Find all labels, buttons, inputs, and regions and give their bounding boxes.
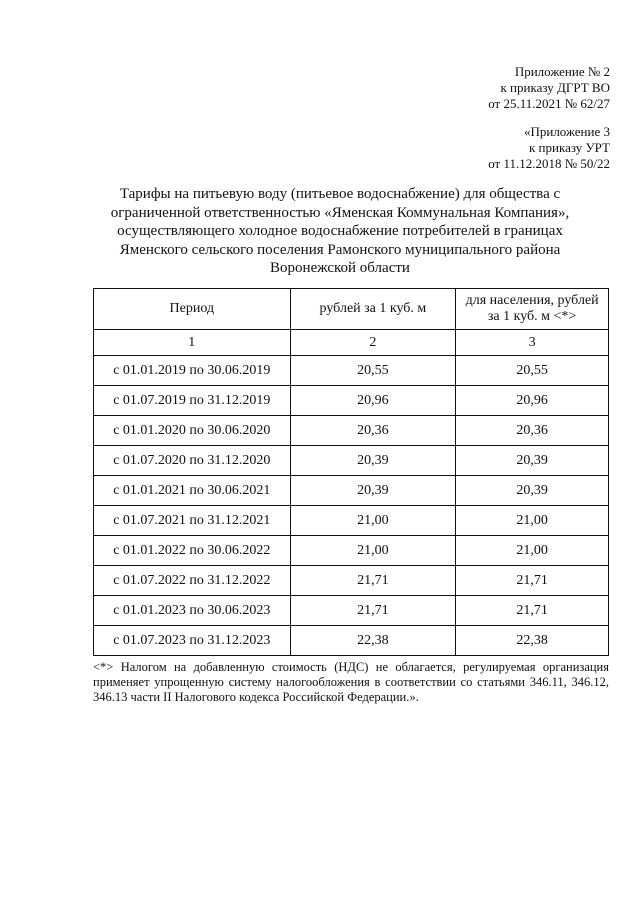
tariff-cell: 21,71 xyxy=(290,566,456,596)
appendix-number: Приложение № 2 xyxy=(514,64,610,79)
title-line: Тарифы на питьевую воду (питьевое водоснабжение) для общества с xyxy=(119,186,561,202)
header-period: Период xyxy=(94,289,291,330)
table-row xyxy=(94,566,609,596)
appendix-order-issuer: к приказу ДГРТ ВО xyxy=(500,80,610,95)
table-row xyxy=(94,416,609,446)
table-row xyxy=(94,446,609,476)
title-line: Воронежской области xyxy=(270,260,410,276)
column-number: 1 xyxy=(94,330,291,356)
population-tariff-cell: 21,71 xyxy=(456,596,609,626)
tariff-cell: 21,71 xyxy=(290,596,456,626)
population-tariff-cell: 21,71 xyxy=(456,566,609,596)
column-number-row xyxy=(94,330,609,356)
tariff-cell: 20,39 xyxy=(290,476,456,506)
tariff-table xyxy=(93,288,609,656)
period-cell: с 01.01.2023 по 30.06.2023 xyxy=(94,596,291,626)
tariff-cell: 20,39 xyxy=(290,446,456,476)
population-tariff-cell: 20,36 xyxy=(456,416,609,446)
tariff-cell: 20,55 xyxy=(290,356,456,386)
title-line: осуществляющего холодное водоснабжение потребителей в границах xyxy=(117,223,563,239)
period-cell: с 01.01.2019 по 30.06.2019 xyxy=(94,356,291,386)
document-title xyxy=(80,185,600,278)
table-row xyxy=(94,506,609,536)
appendix-order-date: от 11.12.2018 № 50/22 xyxy=(488,156,610,171)
table-row xyxy=(94,626,609,656)
population-tariff-cell: 21,00 xyxy=(456,536,609,566)
appendix-order-date: от 25.11.2021 № 62/27 xyxy=(488,96,610,111)
period-cell: с 01.07.2019 по 31.12.2019 xyxy=(94,386,291,416)
table-header-row xyxy=(94,289,609,330)
population-tariff-cell: 22,38 xyxy=(456,626,609,656)
header-population-line1: для населения, рублей xyxy=(465,293,599,308)
table-row xyxy=(94,536,609,566)
title-line: Яменского сельского поселения Рамонского муниципального района xyxy=(119,241,561,258)
table-row xyxy=(94,596,609,626)
column-number: 3 xyxy=(456,330,609,356)
population-tariff-cell: 21,00 xyxy=(456,506,609,536)
appendix-number: «Приложение 3 xyxy=(523,124,610,139)
column-number: 2 xyxy=(290,330,456,356)
period-cell: с 01.07.2023 по 31.12.2023 xyxy=(94,626,291,656)
header-population xyxy=(456,289,609,330)
table-row xyxy=(94,476,609,506)
appendix-order-issuer: к приказу УРТ xyxy=(528,140,610,155)
population-tariff-cell: 20,39 xyxy=(456,476,609,506)
period-cell: с 01.01.2021 по 30.06.2021 xyxy=(94,476,291,506)
header-population-line2: за 1 куб. м <*> xyxy=(487,309,577,324)
population-tariff-cell: 20,96 xyxy=(456,386,609,416)
tariff-cell: 20,96 xyxy=(290,386,456,416)
period-cell: с 01.07.2021 по 31.12.2021 xyxy=(94,506,291,536)
tariff-cell: 20,36 xyxy=(290,416,456,446)
appendix-original-reference xyxy=(488,124,610,172)
tariff-cell: 22,38 xyxy=(290,626,456,656)
title-line: ограниченной ответственностью «Яменская Коммунальная Компания», xyxy=(110,204,570,221)
population-tariff-cell: 20,55 xyxy=(456,356,609,386)
population-tariff-cell: 20,39 xyxy=(456,446,609,476)
period-cell: с 01.01.2020 по 30.06.2020 xyxy=(94,416,291,446)
appendix-current-reference xyxy=(488,64,610,112)
period-cell: с 01.07.2022 по 31.12.2022 xyxy=(94,566,291,596)
footnote: <*> Налогом на добавленную стоимость (НДС) не облагается, регулируемая организация применяет упрощенную систему налогообложения в соответствии со статьями 346.11, 346.12, 346.13 части II Налогового кодекса Российской Федерации.». xyxy=(93,660,609,704)
tariff-cell: 21,00 xyxy=(290,536,456,566)
table-row xyxy=(94,356,609,386)
period-cell: с 01.01.2022 по 30.06.2022 xyxy=(94,536,291,566)
header-tariff: рублей за 1 куб. м xyxy=(290,289,456,330)
table-row xyxy=(94,386,609,416)
tariff-cell: 21,00 xyxy=(290,506,456,536)
period-cell: с 01.07.2020 по 31.12.2020 xyxy=(94,446,291,476)
